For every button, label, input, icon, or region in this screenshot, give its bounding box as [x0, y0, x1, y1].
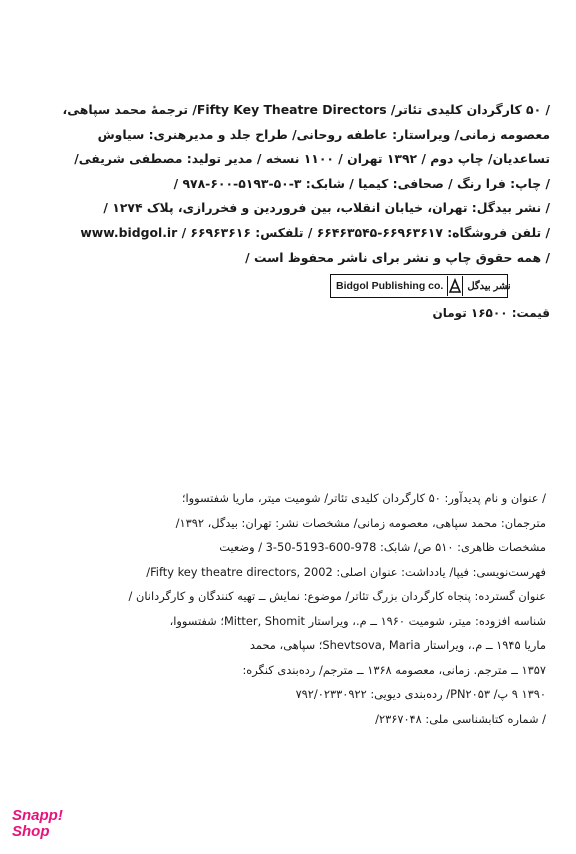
catalog-line: / عنوان و نام پدیدآور: ۵۰ کارگردان کلیدی تئاتر/ شومیت میتر، ماریا شفتسووا؛ — [181, 491, 546, 505]
credits-line: / ۵۰ کارگردان کلیدی تئاتر/ Fifty Key Theatre Directors/ ترجمهٔ محمد سپاهی، — [62, 102, 550, 117]
credits-line: / نشر بیدگل: تهران، خیابان انقلاب، بین فروردین و فخررازی، پلاک ۱۲۷۴ / — [103, 200, 550, 216]
catalog-line: مترجمان: محمد سپاهی، معصومه زمانی/ مشخصات نشر: تهران: بیدگل، ۱۳۹۲/ — [175, 515, 546, 530]
credits-line: معصومه زمانی/ ویراستار: عاطفه روحانی/ طراح جلد و مدیرهنری: سیاوش — [97, 126, 550, 142]
credits-line: / همه حقوق چاپ و نشر برای ناشر محفوظ است / — [245, 249, 550, 265]
price-label: قیمت: ۱۶۵۰۰ تومان — [432, 306, 550, 320]
publisher-name-persian: نشر بیدگل — [467, 280, 511, 292]
catalog-line: / شماره کتابشناسی ملی: ۲۳۶۷۰۴۸/ — [375, 711, 546, 726]
publisher-logo — [330, 274, 511, 298]
publisher-name-english: Bidgol Publishing co. — [336, 280, 444, 292]
catalog-line: شناسه افزوده: میتر، شومیت ۱۹۶۰ ــ م.، ویراستار Mitter, Shomit؛ شفتسووا، — [169, 613, 546, 628]
snapp-shop-watermark — [12, 808, 63, 840]
catalog-line: ماریا ۱۹۴۵ ــ م.، ویراستار Shevtsova, Maria؛ سپاهی، محمد — [249, 638, 546, 652]
publisher-mark-icon — [447, 276, 463, 296]
credits-line: / چاپ: فرا رنگ / صحافی: کیمیا / شابک: ۳-۵۰-۵۱۹۳-۶۰۰-۹۷۸ / — [173, 175, 550, 191]
brand-line-2: Shop — [12, 823, 50, 840]
catalog-block — [40, 486, 546, 731]
catalog-line: مشخصات ظاهری: ۵۱۰ ص/ شابک: 978-600-5193-50-3 / وضعیت — [219, 540, 546, 554]
credits-block — [20, 98, 550, 270]
catalog-line: عنوان گسترده: پنجاه کارگردان بزرگ تئاتر/ موضوع: نمایش ــ تهیه کنندگان و کارگردانان / — [128, 589, 546, 603]
brand-line-1: Snapp! — [12, 807, 63, 824]
credits-line: / تلفن فروشگاه: ۶۶۹۶۳۶۱۷-۶۶۴۶۳۵۴۵ / تلفکس: ۶۶۹۶۳۶۱۶ / www.bidgol.ir — [80, 224, 550, 240]
credits-line: تساعدیان/ چاپ دوم / ۱۳۹۲ تهران / ۱۱۰۰ نسخه / مدیر تولید: مصطفی شریفی/ — [74, 151, 550, 167]
catalog-line: ۱۳۹۰ ۹ پ/ PN۲۰۵۳/ رده‌بندی دیویی: ۷۹۲/۰۲۳۳۰۹۲۲ — [295, 687, 546, 701]
catalog-line: فهرست‌نویسی: فیپا/ یادداشت: عنوان اصلی: Fifty key theatre directors, 2002/ — [146, 564, 546, 579]
catalog-line: ۱۳۵۷ ــ مترجم. زمانی، معصومه ۱۳۶۸ ــ مترجم/ رده‌بندی کنگره: — [242, 662, 546, 677]
